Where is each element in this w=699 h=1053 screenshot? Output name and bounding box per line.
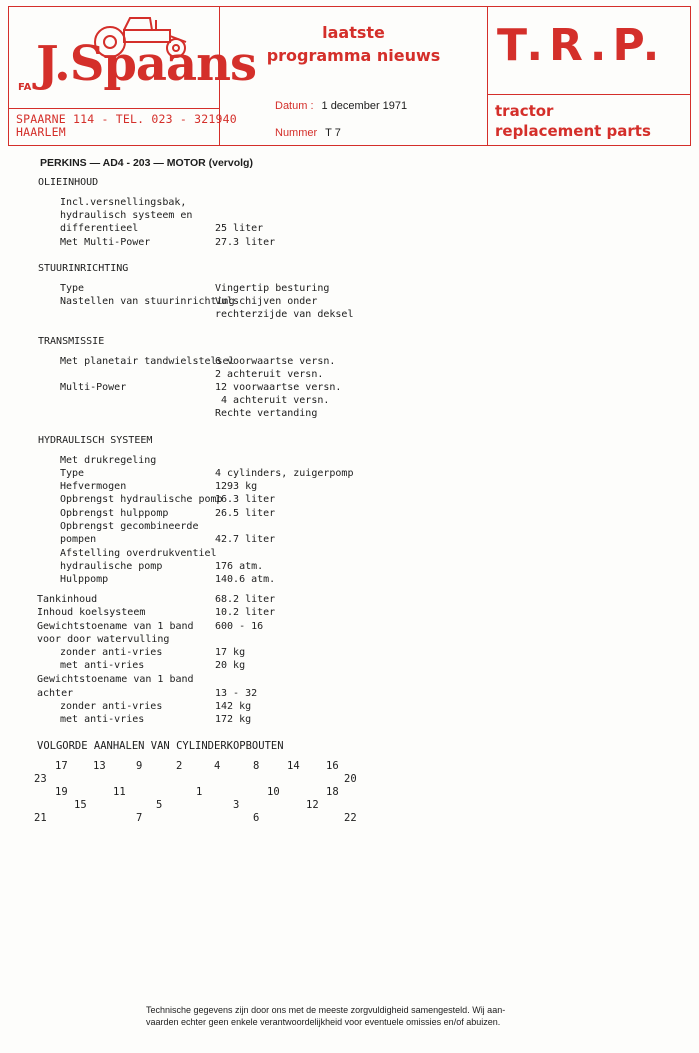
bolt-number: 8: [253, 760, 260, 772]
bolt-number: 15: [74, 799, 87, 811]
hyd-value-3: 1293 kg: [215, 481, 258, 492]
olie-value-4: 27.3 liter: [215, 237, 276, 248]
hyd-label-3: Hefvermogen: [60, 481, 127, 492]
hyd-label-7: pompen: [60, 534, 97, 545]
misc-value-10: 172 kg: [215, 714, 252, 725]
trans-value-2: 2 achteruit versn.: [215, 369, 324, 380]
olie-label-4: Met Multi-Power: [60, 237, 151, 248]
bolt-number: 17: [55, 760, 68, 772]
hyd-label-6: Opbrengst gecombineerde: [60, 521, 199, 532]
trans-label-1: Met planetair tandwielstelsel: [60, 356, 235, 367]
stuur-value-2: Vulschijven onder: [215, 296, 318, 307]
stuur-label-1: Type: [60, 283, 85, 294]
trans-value-3: 12 voorwaartse versn.: [215, 382, 342, 393]
bolt-number: 22: [344, 812, 357, 824]
misc-value-9: 142 kg: [215, 701, 252, 712]
misc-label-2: Inhoud koelsysteem: [37, 607, 146, 618]
datum-field: [275, 100, 407, 112]
section-heading-trans: TRANSMISSIE: [38, 336, 105, 347]
hyd-value-7: 42.7 liter: [215, 534, 276, 545]
hyd-value-5: 26.5 liter: [215, 508, 276, 519]
address-line1: SPAARNE 114 - TEL. 023 - 321940: [16, 112, 237, 126]
hyd-label-2: Type: [60, 468, 85, 479]
hyd-label-10: Hulppomp: [60, 574, 109, 585]
misc-value-3: 600 - 16: [215, 621, 264, 632]
bolt-number: 1: [196, 786, 203, 798]
datum-label: Datum :: [275, 100, 314, 112]
misc-value-1: 68.2 liter: [215, 594, 276, 605]
logo-name: J.Spaans: [36, 36, 257, 92]
stuur-label-2: Nastellen van stuurinrichting: [60, 296, 235, 307]
header-divider-trp: [487, 94, 691, 95]
bolt-number: 23: [34, 773, 47, 785]
bolt-number: 9: [136, 760, 143, 772]
bolt-number: 12: [306, 799, 319, 811]
programma-title-line2: programma nieuws: [266, 46, 441, 65]
bolt-number: 16: [326, 760, 339, 772]
trp-subtitle-line1: tractor: [495, 102, 554, 120]
bolt-number: 5: [156, 799, 163, 811]
olie-label-3: differentieel: [60, 223, 139, 234]
section-heading-hyd: HYDRAULISCH SYSTEEM: [38, 435, 153, 446]
bolt-number: 10: [267, 786, 280, 798]
hyd-value-4: 16.3 liter: [215, 494, 276, 505]
misc-label-4: voor door watervulling: [37, 634, 170, 645]
bolt-number: 14: [287, 760, 300, 772]
olie-value-3: 25 liter: [215, 223, 264, 234]
section-heading-bolts: VOLGORDE AANHALEN VAN CYLINDERKOPBOUTEN: [37, 740, 284, 752]
misc-value-8: 13 - 32: [215, 688, 258, 699]
misc-value-2: 10.2 liter: [215, 607, 276, 618]
header-divider-logo: [8, 108, 220, 109]
hyd-label-4: Opbrengst hydraulische pomp: [60, 494, 223, 505]
hyd-label-5: Opbrengst hulppomp: [60, 508, 169, 519]
bolt-number: 4: [214, 760, 221, 772]
trans-value-5: Rechte vertanding: [215, 408, 318, 419]
section-heading-stuur: STUURINRICHTING: [38, 263, 129, 274]
bolt-number: 20: [344, 773, 357, 785]
stuur-value-3: rechterzijde van deksel: [215, 309, 354, 320]
hyd-label-1: Met drukregeling: [60, 455, 157, 466]
doc-title: PERKINS — AD4 - 203 — MOTOR (vervolg): [40, 157, 253, 169]
misc-label-8: achter: [37, 688, 74, 699]
misc-label-7: Gewichtstoename van 1 band: [37, 674, 194, 685]
header-divider-right: [487, 6, 488, 146]
bolt-number: 2: [176, 760, 183, 772]
nummer-value: T 7: [325, 127, 341, 139]
bolt-number: 11: [113, 786, 126, 798]
bolt-number: 19: [55, 786, 68, 798]
misc-label-9: zonder anti-vries: [60, 701, 163, 712]
disclaimer-line1: Technische gegevens zijn door ons met de meeste zorgvuldigheid samengesteld. Wij aan-: [146, 1005, 506, 1015]
stuur-value-1: Vingertip besturing: [215, 283, 330, 294]
trans-value-1: 6 voorwaartse versn.: [215, 356, 336, 367]
nummer-label: Nummer: [275, 127, 318, 139]
misc-label-3: Gewichtstoename van 1 band: [37, 621, 194, 632]
bolt-number: 7: [136, 812, 143, 824]
hyd-value-10: 140.6 atm.: [215, 574, 276, 585]
bolt-number: 13: [93, 760, 106, 772]
programma-title-line1: laatste: [322, 23, 385, 42]
misc-value-5: 17 kg: [215, 647, 246, 658]
misc-label-1: Tankinhoud: [37, 594, 98, 605]
trp-title: T.R.P.: [497, 20, 666, 71]
misc-label-10: met anti-vries: [60, 714, 145, 725]
address-line2: HAARLEM: [16, 125, 66, 139]
misc-label-5: zonder anti-vries: [60, 647, 163, 658]
nummer-field: [275, 127, 341, 139]
bolt-number: 3: [233, 799, 240, 811]
disclaimer-line2: vaarden echter geen enkele verantwoordelijkheid voor eventuele omissies en/of abuizen.: [146, 1017, 501, 1027]
misc-label-6: met anti-vries: [60, 660, 145, 671]
datum-value: 1 december 1971: [321, 100, 408, 112]
misc-value-6: 20 kg: [215, 660, 246, 671]
trp-subtitle-line2: replacement parts: [495, 122, 651, 140]
olie-label-2: hydraulisch systeem en: [60, 210, 193, 221]
section-heading-olie: OLIEINHOUD: [38, 177, 99, 188]
hyd-label-8: Afstelling overdrukventiel: [60, 548, 217, 559]
hyd-value-9: 176 atm.: [215, 561, 264, 572]
logo-prefix: FA: [18, 82, 32, 93]
hyd-label-9: hydraulische pomp: [60, 561, 163, 572]
trans-label-3: Multi-Power: [60, 382, 127, 393]
trans-value-4: 4 achteruit versn.: [215, 395, 330, 406]
bolt-number: 18: [326, 786, 339, 798]
olie-label-1: Incl.versnellingsbak,: [60, 197, 187, 208]
hyd-value-2: 4 cylinders, zuigerpomp: [215, 468, 354, 479]
bolt-number: 6: [253, 812, 260, 824]
bolt-number: 21: [34, 812, 47, 824]
